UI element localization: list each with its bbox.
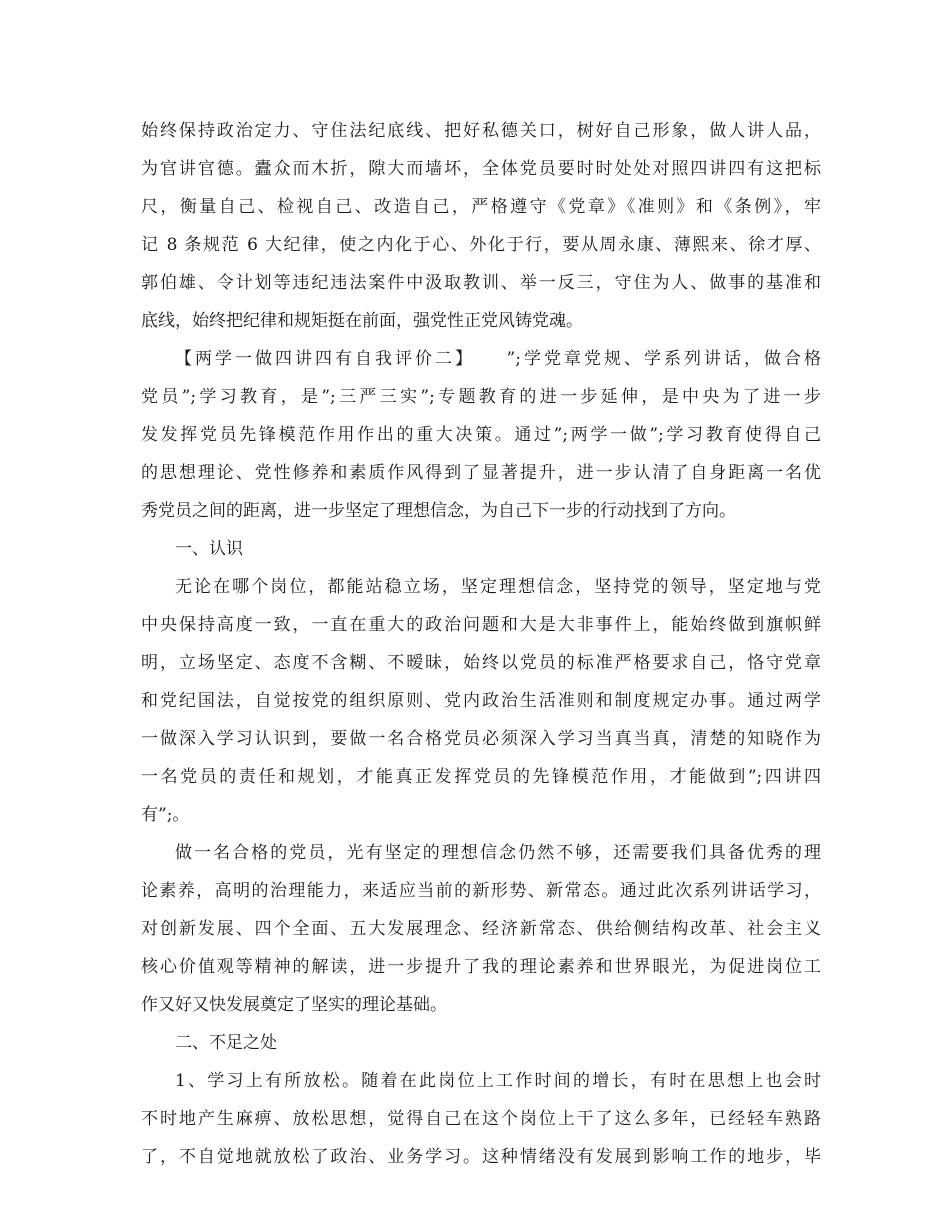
text-line-28: 了，不自觉地就放松了政治、业务学习。这种情绪没有发展到影响工作的地步，毕 [141,1147,821,1167]
text-line-20: 做一名合格的党员，光有坚定的理想信念仍然不够，还需要我们具备优秀的理 [175,843,821,863]
text-line-23: 核心价值观等精神的解读，进一步提升了我的理论素养和世界眼光，为促进岗位工 [141,957,821,977]
text-line-10: 的思想理论、党性修养和素质作风得到了显著提升，进一步认清了自身距离一名优 [141,463,821,483]
text-line-5: 郭伯雄、令计划等违纪违法案件中汲取教训、举一反三，守住为人、做事的基准和 [141,273,821,293]
text-line-8: 党员”;学习教育，是”;三严三实”;专题教育的进一步延伸，是中央为了进一步 [141,387,821,407]
text-line-3: 尺，衡量自己、检视自己、改造自己，严格遵守《党章》《准则》和《条例》，牢 [141,197,821,217]
text-line-19: 有”;。 [141,805,190,825]
text-line-11: 秀党员之间的距离，进一步坚定了理想信念，为自己下一步的行动找到了方向。 [141,501,736,521]
text-line-6: 底线，始终把纪律和规矩挺在前面，强党性正党风铸党魂。 [141,311,583,331]
text-line-21: 论素养，高明的治理能力，来适应当前的新形势、新常态。通过此次系列讲话学习， [141,881,821,901]
text-line-27: 不时地产生麻痹、放松思想，觉得自己在这个岗位上干了这么多年，已经轻车熟路 [141,1109,821,1129]
text-line-26: 1、学习上有所放松。随着在此岗位上工作时间的增长，有时在思想上也会时 [175,1071,821,1091]
section-heading-self-evaluation-two: 【两学一做四讲四有自我评价二】 ”;学党章党规、学系列讲话，做合格 [175,349,821,369]
text-line-4: 记 8 条规范 6 大纪律，使之内化于心、外化于行，要从周永康、薄熙来、徐才厚、 [141,235,821,255]
section-heading-understanding: 一、认识 [175,539,243,559]
text-line-18: 一名党员的责任和规划，才能真正发挥党员的先锋模范作用，才能做到”;四讲四 [141,767,821,787]
section-heading-shortcomings: 二、不足之处 [175,1033,277,1053]
text-line-1: 始终保持政治定力、守住法纪底线、把好私德关口，树好自己形象，做人讲人品， [141,121,821,141]
text-line-9: 发发挥党员先锋模范作用作出的重大决策。通过”;两学一做”;学习教育使得自己 [141,425,821,445]
text-line-24: 作又好又快发展奠定了坚实的理论基础。 [141,995,447,1015]
text-line-13: 无论在哪个岗位，都能站稳立场，坚定理想信念，坚持党的领导，坚定地与党 [175,577,821,597]
text-line-15: 明，立场坚定、态度不含糊、不暧昧，始终以党员的标准严格要求自己，恪守党章 [141,653,821,673]
text-line-2: 为官讲官德。蠹众而木折，隙大而墙坏，全体党员要时时处处对照四讲四有这把标 [141,159,821,179]
text-line-17: 一做深入学习认识到，要做一名合格党员必须深入学习当真当真，清楚的知晓作为 [141,729,821,749]
text-line-16: 和党纪国法，自觉按党的组织原则、党内政治生活准则和制度规定办事。通过两学 [141,691,821,711]
text-line-22: 对创新发展、四个全面、五大发展理念、经济新常态、供给侧结构改革、社会主义 [141,919,821,939]
text-line-14: 中央保持高度一致，一直在重大的政治问题和大是大非事件上，能始终做到旗帜鲜 [141,615,821,635]
